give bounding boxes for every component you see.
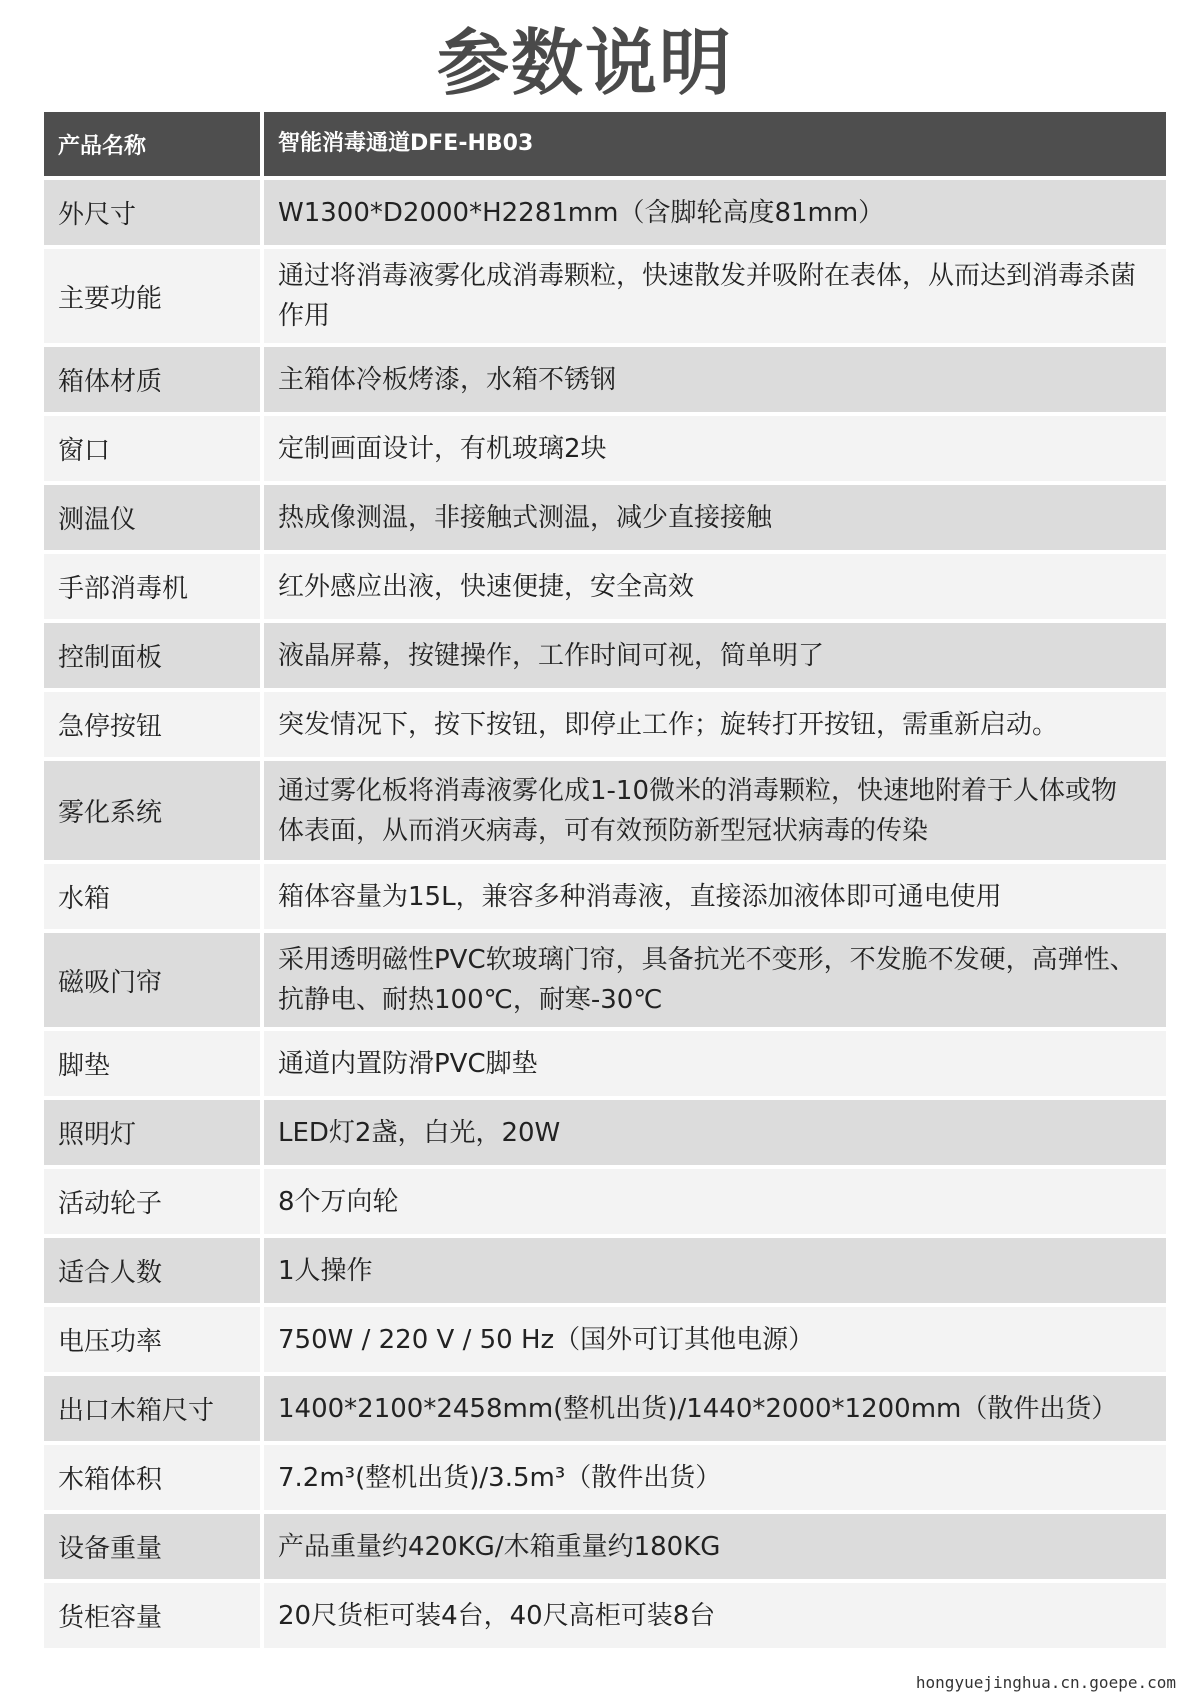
table-row [44, 1376, 1166, 1445]
row-value: 通道内置防滑PVC脚垫 [260, 1031, 1166, 1096]
row-value: 7.2m³(整机出货)/3.5m³（散件出货） [260, 1445, 1166, 1510]
table-row [44, 554, 1166, 623]
row-label: 设备重量 [58, 1534, 163, 1564]
table-row [44, 1100, 1166, 1169]
row-value: 突发情况下，按下按钮，即停止工作；旋转打开按钮，需重新启动。 [260, 692, 1166, 757]
row-value: 8个万向轮 [260, 1169, 1166, 1234]
row-value: 主箱体冷板烤漆，水箱不锈钢 [260, 347, 1166, 412]
row-label: 适合人数 [58, 1258, 163, 1288]
row-label: 货柜容量 [58, 1603, 163, 1633]
row-label: 水箱 [58, 884, 111, 914]
row-value: 红外感应出液，快速便捷，安全高效 [260, 554, 1166, 619]
table-row [44, 1238, 1166, 1307]
row-label: 箱体材质 [58, 367, 163, 397]
row-label: 急停按钮 [58, 712, 163, 742]
spec-table [44, 112, 1166, 1652]
row-value: 1人操作 [260, 1238, 1166, 1303]
table-row [44, 1031, 1166, 1100]
row-label: 雾化系统 [58, 798, 163, 828]
table-row [44, 416, 1166, 485]
row-value: 箱体容量为15L，兼容多种消毒液，直接添加液体即可通电使用 [260, 864, 1166, 929]
table-row [44, 1445, 1166, 1514]
table-row [44, 347, 1166, 416]
table-header-row [44, 112, 1166, 180]
table-row [44, 864, 1166, 933]
row-label: 活动轮子 [58, 1189, 163, 1219]
row-value: 1400*2100*2458mm(整机出货)/1440*2000*1200mm（散件出货） [260, 1376, 1166, 1441]
table-row [44, 1169, 1166, 1238]
table-row [44, 180, 1166, 249]
row-label: 照明灯 [58, 1120, 137, 1150]
row-label: 出口木箱尺寸 [58, 1396, 215, 1426]
page-title: 参数说明 [436, 21, 733, 105]
row-value: W1300*D2000*H2281mm（含脚轮高度81mm） [260, 180, 1166, 245]
table-row [44, 249, 1166, 347]
row-value: 20尺货柜可装4台，40尺高柜可装8台 [260, 1583, 1166, 1648]
row-value: 定制画面设计，有机玻璃2块 [260, 416, 1166, 481]
row-value: 通过将消毒液雾化成消毒颗粒，快速散发并吸附在表体，从而达到消毒杀菌作用 [260, 249, 1166, 343]
row-label: 窗口 [58, 436, 111, 466]
header-label: 产品名称 [58, 133, 147, 159]
row-label: 脚垫 [58, 1051, 111, 1081]
row-label: 外尺寸 [58, 200, 137, 230]
row-label: 测温仪 [58, 505, 137, 535]
table-row [44, 692, 1166, 761]
row-label: 控制面板 [58, 643, 163, 673]
table-row [44, 1583, 1166, 1652]
row-value: 通过雾化板将消毒液雾化成1-10微米的消毒颗粒，快速地附着于人体或物体表面，从而消灭病毒，可有效预防新型冠状病毒的传染 [260, 761, 1166, 860]
table-row [44, 1514, 1166, 1583]
row-label: 木箱体积 [58, 1465, 163, 1495]
table-row [44, 761, 1166, 864]
table-row [44, 623, 1166, 692]
site-watermark: hongyuejinghua.cn.goepe.com [915, 1673, 1176, 1692]
row-value: 采用透明磁性PVC软玻璃门帘，具备抗光不变形，不发脆不发硬，高弹性、抗静电、耐热100℃，耐寒-30℃ [260, 933, 1166, 1027]
row-label: 手部消毒机 [58, 574, 189, 604]
row-label: 主要功能 [58, 283, 163, 314]
header-value: 智能消毒通道DFE-HB03 [260, 112, 1166, 176]
row-value: 750W / 220 V / 50 Hz（国外可订其他电源） [260, 1307, 1166, 1372]
row-value: 热成像测温，非接触式测温，减少直接接触 [260, 485, 1166, 550]
table-row [44, 485, 1166, 554]
row-label: 磁吸门帘 [58, 967, 163, 998]
row-label: 电压功率 [58, 1327, 163, 1357]
row-value: 液晶屏幕，按键操作，工作时间可视，简单明了 [260, 623, 1166, 688]
table-row [44, 1307, 1166, 1376]
table-row [44, 933, 1166, 1031]
row-value: 产品重量约420KG/木箱重量约180KG [260, 1514, 1166, 1579]
row-value: LED灯2盏，白光，20W [260, 1100, 1166, 1165]
